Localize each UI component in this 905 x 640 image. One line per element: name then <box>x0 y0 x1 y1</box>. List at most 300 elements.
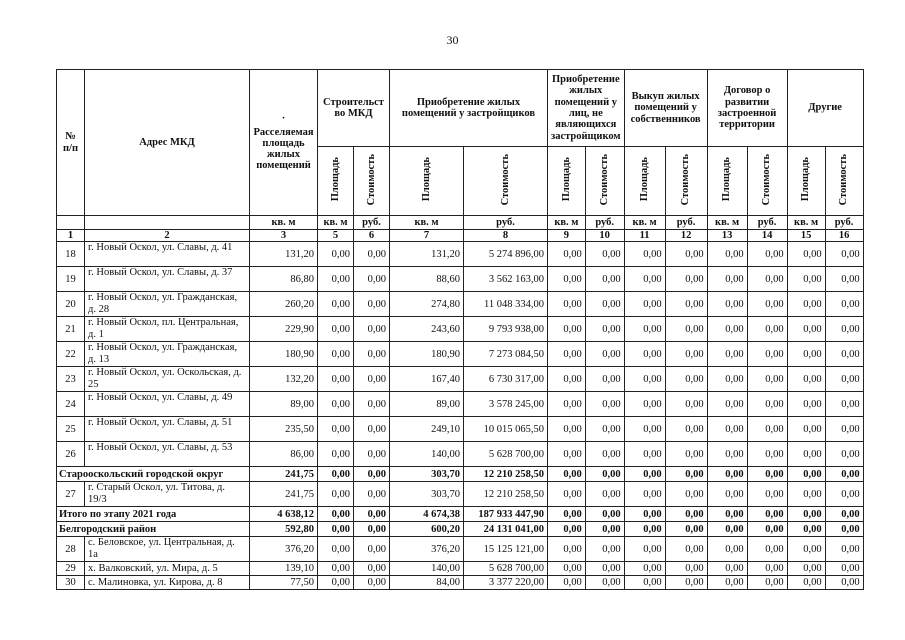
row-value: 0,00 <box>585 317 624 342</box>
subheader-label: Площадь <box>560 157 572 202</box>
column-number: 3 <box>250 230 318 242</box>
units-cell: руб. <box>747 216 787 230</box>
row-value: 0,00 <box>665 367 707 392</box>
row-value: 0,00 <box>787 317 825 342</box>
row-value: 0,00 <box>665 442 707 467</box>
subheader-label: Площадь <box>800 157 812 202</box>
subheader-cost <box>585 147 624 216</box>
row-value: 0,00 <box>548 392 586 417</box>
row-value: 0,00 <box>747 562 787 576</box>
row-value: 0,00 <box>747 292 787 317</box>
row-value: 3 377 220,00 <box>464 576 548 590</box>
summary-value: 0,00 <box>747 522 787 537</box>
table-row <box>57 267 864 292</box>
row-number: 23 <box>57 367 85 392</box>
subheader-area <box>787 147 825 216</box>
total-2021-row <box>57 507 864 522</box>
row-value: 0,00 <box>825 367 863 392</box>
row-value: 235,50 <box>250 417 318 442</box>
row-value: 241,75 <box>250 482 318 507</box>
summary-value: 241,75 <box>250 467 318 482</box>
row-value: 0,00 <box>665 562 707 576</box>
row-number: 20 <box>57 292 85 317</box>
row-value: 0,00 <box>585 367 624 392</box>
row-value: 0,00 <box>665 267 707 292</box>
table-row <box>57 576 864 590</box>
row-value: 0,00 <box>825 242 863 267</box>
row-value: 0,00 <box>825 576 863 590</box>
row-value: 0,00 <box>548 482 586 507</box>
row-value: 0,00 <box>548 342 586 367</box>
row-value: 0,00 <box>585 562 624 576</box>
summary-value: 303,70 <box>390 467 464 482</box>
table-row <box>57 562 864 576</box>
row-value: 140,00 <box>390 562 464 576</box>
row-value: 86,00 <box>250 442 318 467</box>
row-value: 0,00 <box>318 417 354 442</box>
units-cell: руб. <box>585 216 624 230</box>
row-value: 0,00 <box>787 342 825 367</box>
summary-value: 0,00 <box>825 507 863 522</box>
row-value: 0,00 <box>665 482 707 507</box>
row-value: 0,00 <box>548 267 586 292</box>
row-value: 0,00 <box>747 317 787 342</box>
row-value: 0,00 <box>707 242 747 267</box>
row-value: 0,00 <box>747 417 787 442</box>
row-value: 0,00 <box>707 342 747 367</box>
summary-value: 0,00 <box>707 507 747 522</box>
row-value: 0,00 <box>318 442 354 467</box>
row-value: 6 730 317,00 <box>464 367 548 392</box>
row-number: 19 <box>57 267 85 292</box>
row-value: 0,00 <box>548 417 586 442</box>
row-value: 0,00 <box>624 417 665 442</box>
summary-value: 0,00 <box>787 507 825 522</box>
row-value: 0,00 <box>585 442 624 467</box>
row-value: 0,00 <box>585 537 624 562</box>
row-value: 0,00 <box>825 537 863 562</box>
row-address: г. Новый Оскол, ул. Славы, д. 49 <box>85 392 250 417</box>
summary-value: 0,00 <box>747 467 787 482</box>
row-value: 376,20 <box>250 537 318 562</box>
units-row <box>57 216 864 230</box>
row-value: 249,10 <box>390 417 464 442</box>
summary-value: 0,00 <box>787 467 825 482</box>
summary-value: 0,00 <box>707 467 747 482</box>
row-value: 0,00 <box>585 292 624 317</box>
table-row <box>57 442 864 467</box>
row-value: 0,00 <box>665 537 707 562</box>
subheader-area <box>548 147 586 216</box>
row-value: 0,00 <box>787 392 825 417</box>
row-value: 0,00 <box>624 317 665 342</box>
table-row <box>57 537 864 562</box>
summary-value: 0,00 <box>318 507 354 522</box>
summary-value: 0,00 <box>318 522 354 537</box>
row-value: 0,00 <box>354 367 390 392</box>
summary-label: Старооскольский городской округ <box>57 467 250 482</box>
row-value: 0,00 <box>747 537 787 562</box>
row-number: 21 <box>57 317 85 342</box>
row-value: 0,00 <box>354 482 390 507</box>
summary-value: 600,20 <box>390 522 464 537</box>
row-value: 0,00 <box>624 562 665 576</box>
row-value: 3 578 245,00 <box>464 392 548 417</box>
column-number: 1 <box>57 230 85 242</box>
units-cell: кв. м <box>318 216 354 230</box>
row-value: 0,00 <box>747 242 787 267</box>
row-value: 0,00 <box>707 417 747 442</box>
row-value: 88,60 <box>390 267 464 292</box>
table-row <box>57 242 864 267</box>
row-value: 229,90 <box>250 317 318 342</box>
table-row <box>57 417 864 442</box>
row-value: 11 048 334,00 <box>464 292 548 317</box>
subheader-label: Площадь <box>721 157 733 202</box>
row-value: 0,00 <box>548 442 586 467</box>
row-value: 0,00 <box>318 367 354 392</box>
header-group-development-agreement: Договор о развитии застроенной территории <box>707 70 787 147</box>
column-number: 11 <box>624 230 665 242</box>
row-value: 3 562 163,00 <box>464 267 548 292</box>
summary-value: 592,80 <box>250 522 318 537</box>
units-cell: кв. м <box>548 216 586 230</box>
row-value: 0,00 <box>548 576 586 590</box>
row-value: 0,00 <box>707 317 747 342</box>
subheader-area <box>707 147 747 216</box>
header-address: Адрес МКД <box>85 70 250 216</box>
row-value: 0,00 <box>624 242 665 267</box>
row-value: 0,00 <box>707 267 747 292</box>
row-address: г. Новый Оскол, ул. Гражданская, д. 28 <box>85 292 250 317</box>
header-group-construction: Строительст во МКД <box>318 70 390 147</box>
header-area-label: Расселяемая площадь жилых помещений <box>253 126 314 172</box>
header-dot: · <box>281 113 286 125</box>
row-value: 0,00 <box>825 292 863 317</box>
row-value: 0,00 <box>624 392 665 417</box>
row-value: 131,20 <box>390 242 464 267</box>
summary-label: Итого по этапу 2021 года <box>57 507 250 522</box>
summary-value: 0,00 <box>548 467 586 482</box>
row-value: 0,00 <box>585 242 624 267</box>
row-value: 0,00 <box>665 576 707 590</box>
row-address: с. Малиновка, ул. Кирова, д. 8 <box>85 576 250 590</box>
row-value: 0,00 <box>624 267 665 292</box>
row-address: г. Новый Оскол, пл. Центральная, д. 1 <box>85 317 250 342</box>
subheader-area <box>318 147 354 216</box>
row-number: 24 <box>57 392 85 417</box>
column-number: 14 <box>747 230 787 242</box>
row-value: 89,00 <box>390 392 464 417</box>
summary-value: 24 131 041,00 <box>464 522 548 537</box>
row-value: 0,00 <box>318 392 354 417</box>
subheader-label: Площадь <box>638 157 650 202</box>
row-value: 260,20 <box>250 292 318 317</box>
row-value: 0,00 <box>747 442 787 467</box>
row-value: 0,00 <box>747 342 787 367</box>
row-value: 0,00 <box>318 317 354 342</box>
row-value: 0,00 <box>354 317 390 342</box>
summary-value: 0,00 <box>787 522 825 537</box>
row-value: 9 793 938,00 <box>464 317 548 342</box>
row-value: 0,00 <box>318 562 354 576</box>
row-value: 0,00 <box>787 576 825 590</box>
row-value: 0,00 <box>665 292 707 317</box>
row-address: г. Новый Оскол, ул. Славы, д. 53 <box>85 442 250 467</box>
row-value: 0,00 <box>787 442 825 467</box>
row-value: 10 015 065,50 <box>464 417 548 442</box>
summary-value: 12 210 258,50 <box>464 467 548 482</box>
header-num: № п/п <box>57 70 85 216</box>
summary-value: 0,00 <box>585 522 624 537</box>
summary-value: 0,00 <box>665 522 707 537</box>
summary-value: 0,00 <box>585 507 624 522</box>
row-value: 0,00 <box>548 562 586 576</box>
row-value: 0,00 <box>707 292 747 317</box>
table-row <box>57 367 864 392</box>
table-row <box>57 392 864 417</box>
row-number: 29 <box>57 562 85 576</box>
units-cell: кв. м <box>390 216 464 230</box>
row-value: 0,00 <box>585 576 624 590</box>
column-number: 9 <box>548 230 586 242</box>
units-cell: кв. м <box>624 216 665 230</box>
row-value: 0,00 <box>825 482 863 507</box>
row-value: 0,00 <box>747 576 787 590</box>
units-cell: руб. <box>825 216 863 230</box>
units-cell <box>85 216 250 230</box>
row-value: 0,00 <box>354 562 390 576</box>
table-row <box>57 317 864 342</box>
row-value: 0,00 <box>354 392 390 417</box>
row-address: г. Новый Оскол, ул. Славы, д. 41 <box>85 242 250 267</box>
row-value: 0,00 <box>787 367 825 392</box>
summary-value: 0,00 <box>665 507 707 522</box>
row-value: 0,00 <box>318 576 354 590</box>
row-value: 376,20 <box>390 537 464 562</box>
row-value: 0,00 <box>825 442 863 467</box>
row-value: 167,40 <box>390 367 464 392</box>
row-value: 0,00 <box>354 242 390 267</box>
row-value: 0,00 <box>354 576 390 590</box>
row-value: 0,00 <box>624 482 665 507</box>
row-value: 0,00 <box>354 342 390 367</box>
summary-value: 0,00 <box>825 467 863 482</box>
subheader-cost <box>825 147 863 216</box>
row-value: 0,00 <box>707 482 747 507</box>
row-value: 0,00 <box>747 482 787 507</box>
row-value: 0,00 <box>318 482 354 507</box>
row-value: 0,00 <box>747 267 787 292</box>
row-number: 25 <box>57 417 85 442</box>
row-value: 0,00 <box>354 267 390 292</box>
column-number: 6 <box>354 230 390 242</box>
row-value: 5 628 700,00 <box>464 562 548 576</box>
subheader-label: Площадь <box>420 157 432 202</box>
header-group-other-purchase: Приобретение жилых помещений у лиц, не являющихся застройщиком <box>548 70 625 147</box>
column-number: 13 <box>707 230 747 242</box>
row-value: 0,00 <box>624 537 665 562</box>
row-value: 0,00 <box>585 482 624 507</box>
page-number: 30 <box>446 33 459 47</box>
row-value: 0,00 <box>624 342 665 367</box>
summary-value: 4 674,38 <box>390 507 464 522</box>
row-value: 0,00 <box>825 562 863 576</box>
row-value: 0,00 <box>787 537 825 562</box>
subheader-cost <box>747 147 787 216</box>
column-number: 7 <box>390 230 464 242</box>
header-group-developer-purchase: Приобретение жилых помещений у застройщиков <box>390 70 548 147</box>
row-value: 89,00 <box>250 392 318 417</box>
row-value: 0,00 <box>548 317 586 342</box>
column-number: 16 <box>825 230 863 242</box>
row-value: 131,20 <box>250 242 318 267</box>
row-value: 0,00 <box>787 482 825 507</box>
subheader-cost <box>464 147 548 216</box>
row-value: 274,80 <box>390 292 464 317</box>
summary-value: 0,00 <box>624 522 665 537</box>
row-value: 0,00 <box>548 367 586 392</box>
row-value: 243,60 <box>390 317 464 342</box>
row-value: 0,00 <box>665 317 707 342</box>
row-number: 22 <box>57 342 85 367</box>
row-value: 0,00 <box>624 367 665 392</box>
row-value: 0,00 <box>787 267 825 292</box>
table-row <box>57 292 864 317</box>
row-value: 5 628 700,00 <box>464 442 548 467</box>
row-value: 0,00 <box>825 417 863 442</box>
row-address: г. Старый Оскол, ул. Титова, д. 19/3 <box>85 482 250 507</box>
subheader-label: Площадь <box>329 157 341 202</box>
row-value: 0,00 <box>318 292 354 317</box>
units-cell: руб. <box>464 216 548 230</box>
row-value: 0,00 <box>585 267 624 292</box>
table-row <box>57 482 864 507</box>
row-value: 180,90 <box>390 342 464 367</box>
subheader-cost <box>665 147 707 216</box>
resettlement-table <box>56 69 864 590</box>
row-address: г. Новый Оскол, ул. Оскольская, д. 25 <box>85 367 250 392</box>
row-value: 0,00 <box>825 317 863 342</box>
summary-value: 0,00 <box>585 467 624 482</box>
row-value: 0,00 <box>354 537 390 562</box>
row-address: г. Новый Оскол, ул. Славы, д. 37 <box>85 267 250 292</box>
row-value: 0,00 <box>665 417 707 442</box>
summary-value: 0,00 <box>707 522 747 537</box>
row-value: 0,00 <box>747 367 787 392</box>
subtotal-belgorod-row <box>57 522 864 537</box>
row-value: 0,00 <box>825 342 863 367</box>
column-number: 12 <box>665 230 707 242</box>
row-value: 180,90 <box>250 342 318 367</box>
units-cell: руб. <box>665 216 707 230</box>
row-value: 5 274 896,00 <box>464 242 548 267</box>
row-value: 303,70 <box>390 482 464 507</box>
row-value: 0,00 <box>707 442 747 467</box>
summary-value: 0,00 <box>624 507 665 522</box>
subheader-label: Стоимость <box>761 153 773 206</box>
row-value: 0,00 <box>787 242 825 267</box>
row-value: 0,00 <box>787 417 825 442</box>
column-number: 10 <box>585 230 624 242</box>
summary-value: 0,00 <box>354 522 390 537</box>
row-address: г. Новый Оскол, ул. Славы, д. 51 <box>85 417 250 442</box>
row-number: 26 <box>57 442 85 467</box>
row-number: 18 <box>57 242 85 267</box>
row-value: 0,00 <box>318 537 354 562</box>
summary-value: 187 933 447,90 <box>464 507 548 522</box>
row-value: 77,50 <box>250 576 318 590</box>
row-address: г. Новый Оскол, ул. Гражданская, д. 13 <box>85 342 250 367</box>
row-value: 0,00 <box>354 442 390 467</box>
subtotal-stary-oskol-row <box>57 467 864 482</box>
units-cell: кв. м <box>250 216 318 230</box>
subheader-area <box>624 147 665 216</box>
row-value: 0,00 <box>318 267 354 292</box>
row-value: 0,00 <box>747 392 787 417</box>
row-value: 7 273 084,50 <box>464 342 548 367</box>
row-value: 12 210 258,50 <box>464 482 548 507</box>
subheader-area <box>390 147 464 216</box>
summary-value: 0,00 <box>747 507 787 522</box>
column-number: 2 <box>85 230 250 242</box>
header-group-buyout: Выкуп жилых помещений у собственников <box>624 70 707 147</box>
row-value: 0,00 <box>585 342 624 367</box>
row-value: 0,00 <box>548 242 586 267</box>
header-group-other: Другие <box>787 70 863 147</box>
row-value: 86,80 <box>250 267 318 292</box>
row-number: 28 <box>57 537 85 562</box>
row-value: 0,00 <box>624 576 665 590</box>
row-address: х. Валковский, ул. Мира, д. 5 <box>85 562 250 576</box>
subheader-label: Стоимость <box>499 153 511 206</box>
summary-value: 4 638,12 <box>250 507 318 522</box>
units-cell <box>57 216 85 230</box>
row-value: 0,00 <box>665 242 707 267</box>
row-number: 27 <box>57 482 85 507</box>
summary-value: 0,00 <box>665 467 707 482</box>
row-value: 132,20 <box>250 367 318 392</box>
subheader-cost <box>354 147 390 216</box>
summary-value: 0,00 <box>354 467 390 482</box>
summary-value: 0,00 <box>548 522 586 537</box>
row-value: 0,00 <box>787 292 825 317</box>
row-value: 0,00 <box>787 562 825 576</box>
row-value: 0,00 <box>707 562 747 576</box>
summary-value: 0,00 <box>548 507 586 522</box>
row-value: 0,00 <box>665 342 707 367</box>
subheader-label: Стоимость <box>365 153 377 206</box>
column-number: 5 <box>318 230 354 242</box>
row-value: 0,00 <box>707 392 747 417</box>
row-value: 0,00 <box>707 367 747 392</box>
row-value: 0,00 <box>624 292 665 317</box>
row-value: 0,00 <box>624 442 665 467</box>
row-number: 30 <box>57 576 85 590</box>
summary-value: 0,00 <box>354 507 390 522</box>
summary-value: 0,00 <box>318 467 354 482</box>
row-value: 0,00 <box>318 242 354 267</box>
row-value: 0,00 <box>665 392 707 417</box>
units-cell: руб. <box>354 216 390 230</box>
subheader-label: Стоимость <box>838 153 850 206</box>
row-value: 0,00 <box>585 392 624 417</box>
row-value: 0,00 <box>354 417 390 442</box>
row-value: 0,00 <box>548 537 586 562</box>
summary-value: 0,00 <box>624 467 665 482</box>
column-number: 8 <box>464 230 548 242</box>
row-value: 139,10 <box>250 562 318 576</box>
